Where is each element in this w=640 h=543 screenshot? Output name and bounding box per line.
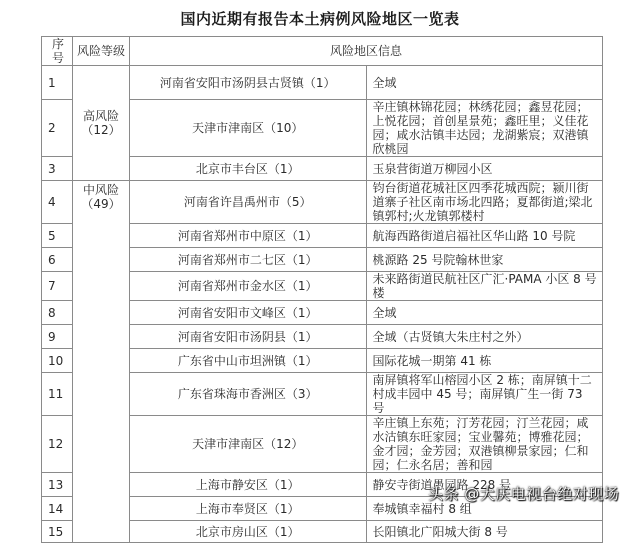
region-name: 河南省安阳市汤阴县（1） [130,325,367,349]
row-number: 15 [42,521,73,543]
region-name: 天津市津南区（12） [130,416,367,473]
row-number: 9 [42,325,73,349]
row-number: 3 [42,157,73,181]
area-info: 国际花城一期第 41 栋 [366,349,603,373]
area-info: 全域 [366,301,603,325]
region-name: 广东省中山市坦洲镇（1） [130,349,367,373]
area-info: 全域 [366,66,603,100]
row-number: 6 [42,248,73,272]
area-info: 静安寺街道愚园路 228 号 [366,473,603,497]
region-name: 上海市奉贤区（1） [130,497,367,521]
region-name: 河南省郑州市中原区（1） [130,224,367,248]
area-info: 未来路街道民航社区广汇·PAMA 小区 8 号楼 [366,272,603,301]
region-name: 广东省珠海市香洲区（3） [130,373,367,416]
row-number: 14 [42,497,73,521]
risk-level-label: 高风险 [82,109,119,123]
watermark: 头条 @大庆电视台绝对现场 [428,485,620,503]
area-info: 全域（古贤镇大朱庄村之外） [366,325,603,349]
row-number: 12 [42,416,73,473]
area-info: 玉泉营街道万柳园小区 [366,157,603,181]
row-number: 4 [42,181,73,224]
region-name: 河南省安阳市文峰区（1） [130,301,367,325]
risk-level-count: （49） [81,197,121,211]
area-info: 钧台街道花城社区四季花城西院；颍川街道寨子社区南市场北四路；夏都街道;梁北镇郭村;火龙镇郭楼村 [366,181,603,224]
row-number: 7 [42,272,73,301]
page-title: 国内近期有报告本土病例风险地区一览表 [180,10,460,28]
row-number: 5 [42,224,73,248]
area-info: 奉城镇幸福村 8 组 [366,497,603,521]
header-no: 序号 [42,37,73,66]
table-row [42,181,603,224]
area-info: 航海西路街道启福社区华山路 10 号院 [366,224,603,248]
area-info: 辛庄镇林锦花园；林绣花园；鑫昱花园；上悦花园；首创星景苑；鑫旺里；义佳花园；咸水沽镇丰达园；龙湖紫宸；双港镇欣桃园 [366,100,603,157]
row-number: 10 [42,349,73,373]
row-number: 11 [42,373,73,416]
region-name: 上海市静安区（1） [130,473,367,497]
region-name: 北京市房山区（1） [130,521,367,543]
region-name: 河南省许昌禹州市（5） [130,181,367,224]
region-name: 河南省安阳市汤阴县古贤镇（1） [130,66,367,100]
region-name: 河南省郑州市金水区（1） [130,272,367,301]
row-number: 13 [42,473,73,497]
row-number: 8 [42,301,73,325]
table-row [42,66,603,100]
region-name: 北京市丰台区（1） [130,157,367,181]
area-info: 长阳镇北广阳城大街 8 号 [366,521,603,543]
risk-level-label: 中风险 [82,183,119,197]
row-number: 2 [42,100,73,157]
risk-level-medium [73,181,130,543]
region-name: 河南省郑州市二七区（1） [130,248,367,272]
table-body [42,66,603,543]
row-number: 1 [42,66,73,100]
risk-area-table [41,36,603,543]
table-header-row [42,37,603,66]
region-name: 天津市津南区（10） [130,100,367,157]
header-level: 风险等级 [73,37,130,66]
header-info: 风险地区信息 [130,37,603,66]
area-info: 南屏镇将军山榕园小区 2 栋；南屏镇十二村成丰园中 45 号；南屏镇广生一街 73 号 [366,373,603,416]
risk-level-high [73,66,130,181]
area-info: 辛庄镇上东苑；汀芳花园；汀兰花园；咸水沽镇东旺家园；宝业馨苑；博雅花园；金才园；金芳园；双港镇柳景家园；仁和园；仁永名居；善和园 [366,416,603,473]
area-info: 桃源路 25 号院翰林世家 [366,248,603,272]
risk-level-count: （12） [81,123,121,137]
